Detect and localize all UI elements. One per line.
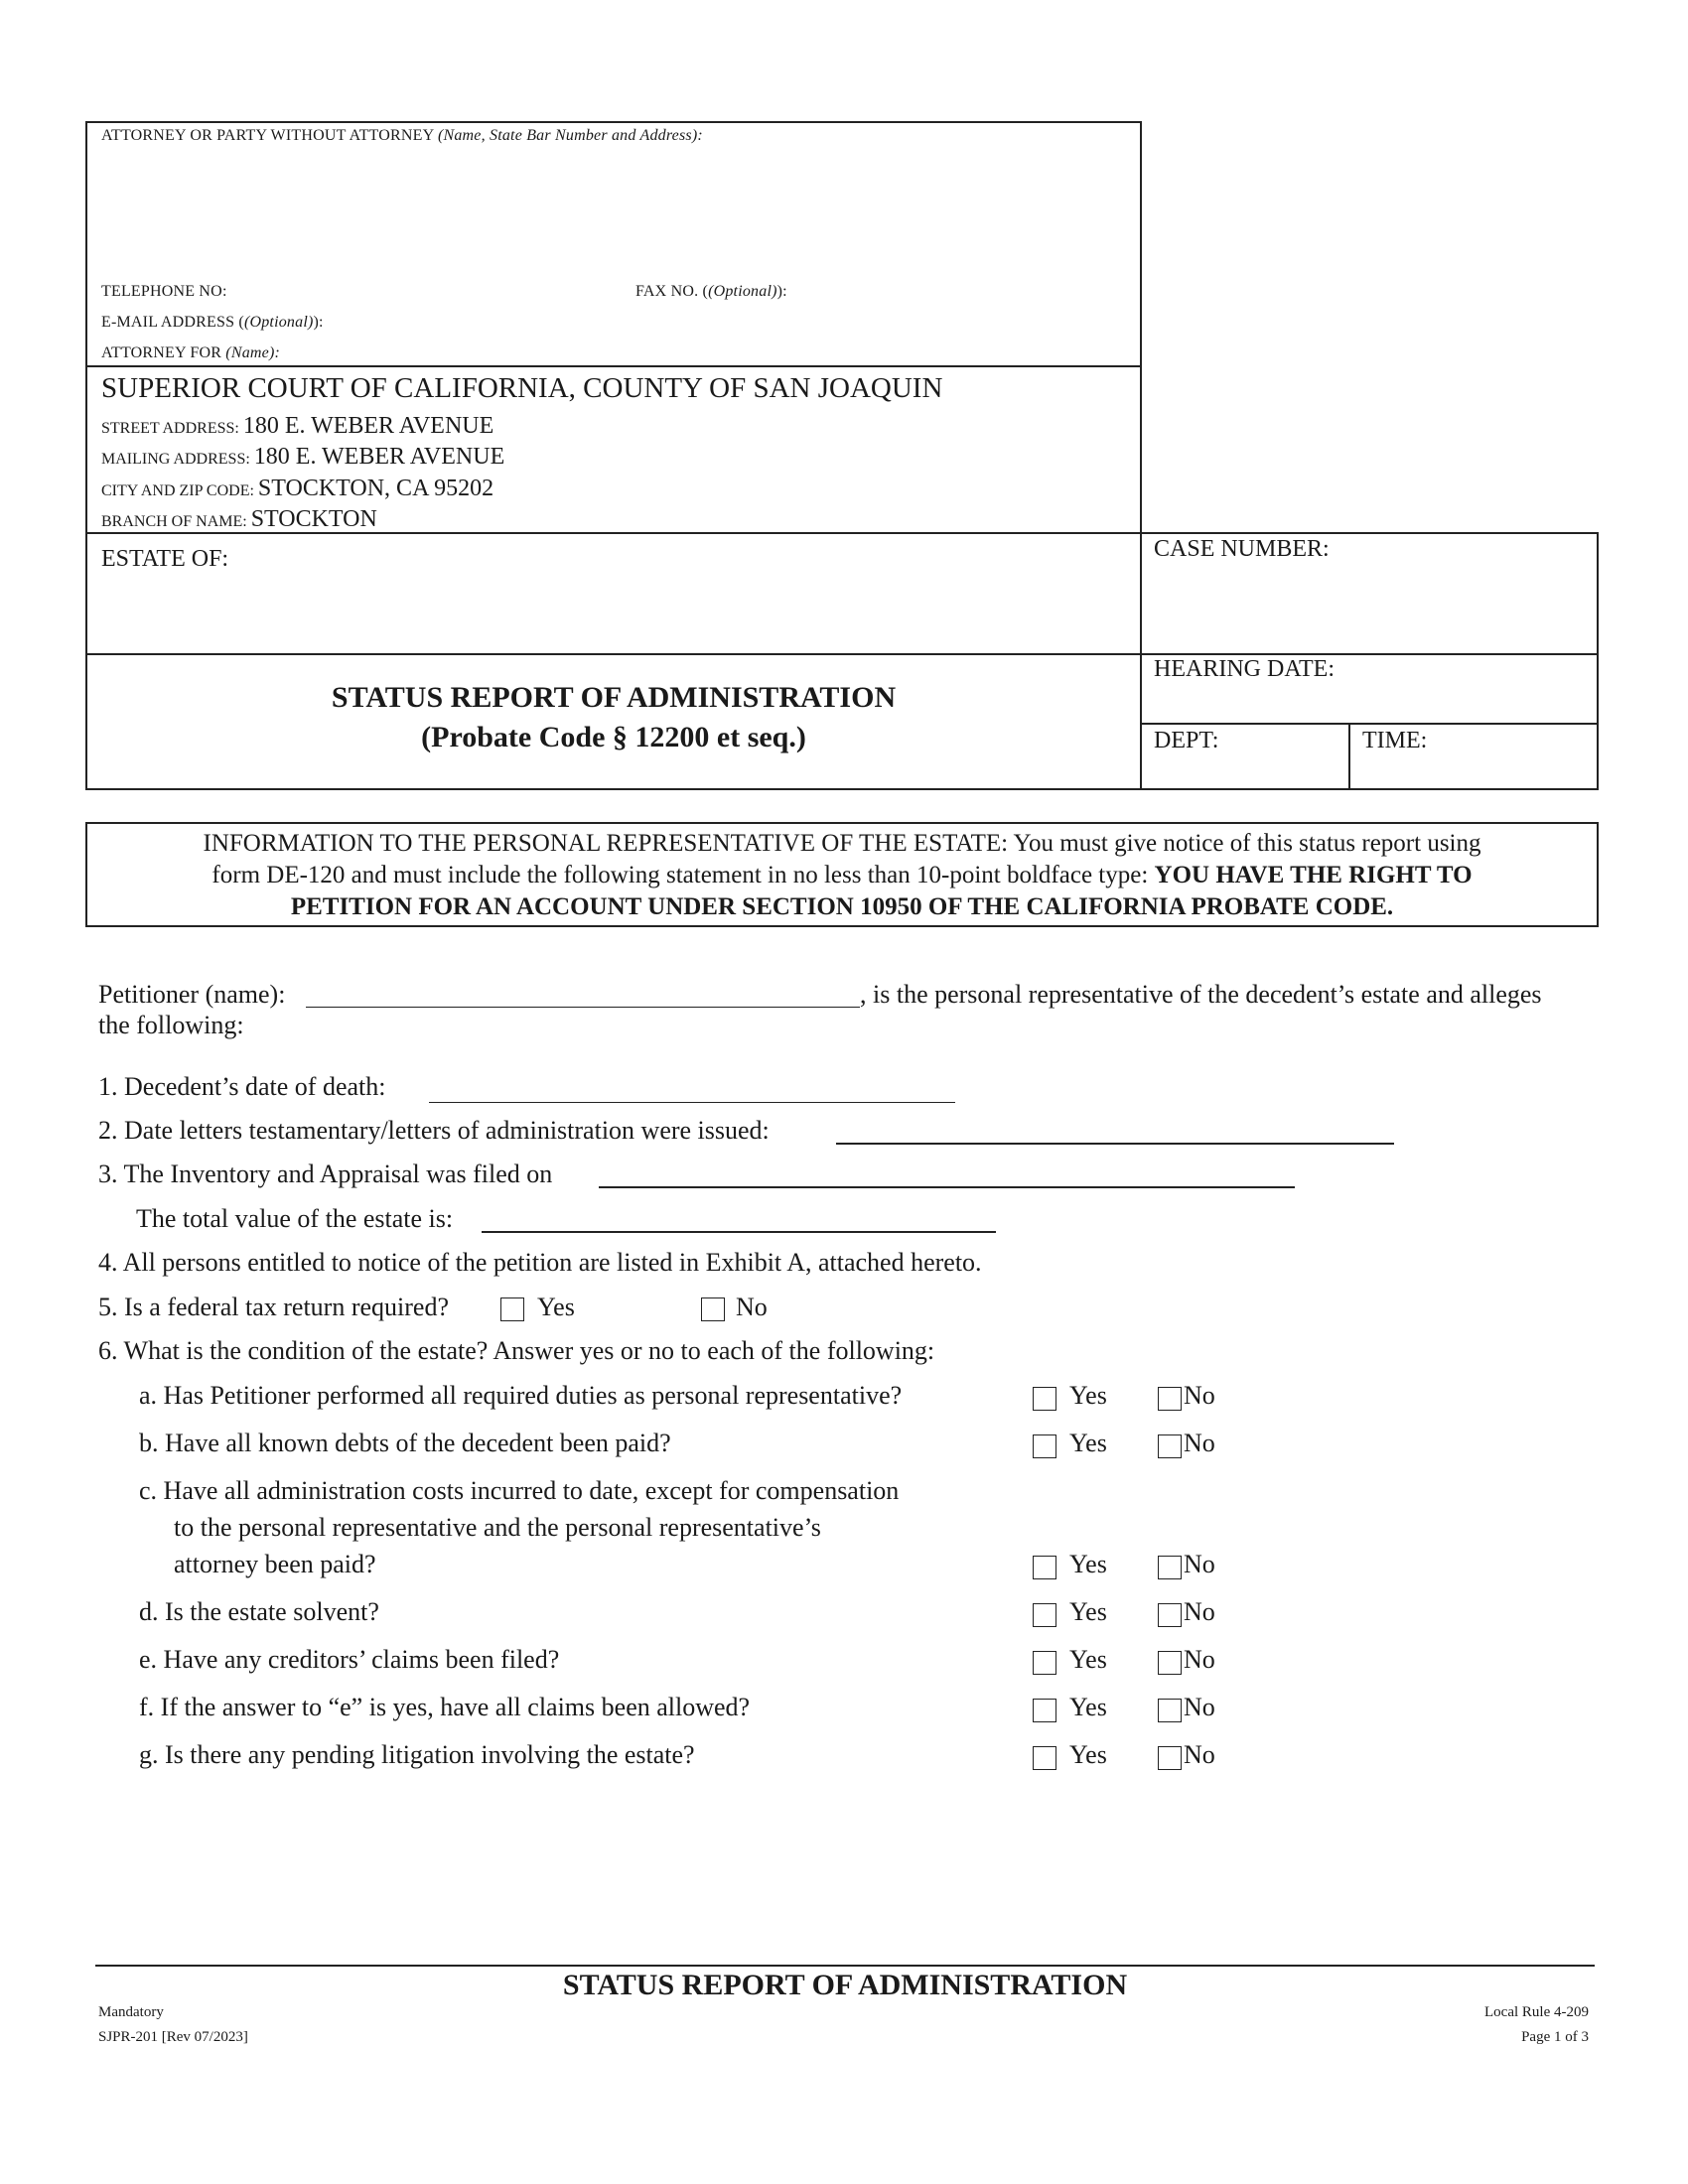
question-text: g. Is there any pending litigation involving the estate? [139,1740,695,1769]
question-d-no-label: No [1184,1597,1215,1626]
question-f-yes-checkbox[interactable] [1033,1699,1056,1722]
petitioner-label: Petitioner (name): [98,980,286,1009]
item-4-label: 4. All persons entitled to notice of the petition are listed in Exhibit A, attached hereto. [98,1248,982,1277]
question-a-no-label: No [1184,1381,1215,1410]
tax-return-yes-label: Yes [537,1293,575,1321]
question-text: e. Have any creditors’ claims been filed? [139,1645,560,1674]
attorney-for-label: ATTORNEY FOR (Name): [101,344,281,361]
footer-title: STATUS REPORT OF ADMINISTRATION [562,1969,1128,2001]
question-c-yes-label: Yes [1069,1550,1107,1578]
notice-text: INFORMATION TO THE PERSONAL REPRESENTATIVE OF THE ESTATE: You must give notice of this status report using form DE-120 and must include the following statement in no less than 10-point boldface type: YOU HAVE THE RIGHT TO PETITION FOR AN ACCOUNT UNDER SECTION 10950 OF THE CALIFORNIA PROBATE CODE. [203,830,1481,920]
court-street: STREET ADDRESS: 180 E. WEBER AVENUE [101,413,494,439]
form-title: STATUS REPORT OF ADMINISTRATION (Probate Code § 12200 et seq.) [331,681,897,753]
footer-page: Page 1 of 3 [1521,2029,1589,2045]
question-text: f. If the answer to “e” is yes, have all claims been allowed? [139,1693,751,1721]
question-f-yes-label: Yes [1069,1693,1107,1721]
footer-mandatory: Mandatory [98,2004,164,2020]
question-c-no-checkbox[interactable] [1158,1556,1182,1579]
item-6-label: 6. What is the condition of the estate? Answer yes or no to each of the following: [98,1336,935,1365]
item-5-label: 5. Is a federal tax return required? [98,1293,449,1321]
question-g-yes-label: Yes [1069,1740,1107,1769]
petitioner-line2: the following: [98,1011,244,1039]
footer-local-rule: Local Rule 4-209 [1484,2004,1589,2020]
question-g-yes-checkbox[interactable] [1033,1746,1056,1770]
date-of-death-field[interactable] [429,1102,955,1103]
question-b-no-checkbox[interactable] [1158,1434,1182,1458]
court-branch: BRANCH OF NAME: STOCKTON [101,506,377,532]
case-number-label: CASE NUMBER: [1154,536,1330,562]
item-1-label: 1. Decedent’s date of death: [98,1072,386,1101]
question-a-no-checkbox[interactable] [1158,1387,1182,1411]
footer-divider [95,1965,1595,1967]
court-city: CITY AND ZIP CODE: STOCKTON, CA 95202 [101,476,494,501]
question-text: c. Have all administration costs incurred to date, except for compensation [139,1476,900,1505]
question-g-no-label: No [1184,1740,1215,1769]
footer-form-id: SJPR-201 [Rev 07/2023] [98,2029,248,2045]
question-f-no-label: No [1184,1693,1215,1721]
tax-return-no-label: No [736,1293,768,1321]
question-f-no-checkbox[interactable] [1158,1699,1182,1722]
item-3-label: 3. The Inventory and Appraisal was filed on [98,1160,553,1188]
fax-label: FAX NO. ((Optional)): [635,283,787,300]
question-e-no-label: No [1184,1645,1215,1674]
question-g-no-checkbox[interactable] [1158,1746,1182,1770]
question-d-yes-label: Yes [1069,1597,1107,1626]
question-b-no-label: No [1184,1429,1215,1457]
time-label: TIME: [1362,728,1428,753]
telephone-label: TELEPHONE NO: [101,283,227,300]
dept-label: DEPT: [1154,728,1219,753]
attorney-label: ATTORNEY OR PARTY WITHOUT ATTORNEY (Name, State Bar Number and Address): [101,127,703,144]
question-e-yes-label: Yes [1069,1645,1107,1674]
letters-issued-date-field[interactable] [836,1143,1394,1145]
petitioner-name-field[interactable] [306,1007,860,1008]
question-text: a. Has Petitioner performed all required duties as personal representative? [139,1381,903,1410]
inventory-filed-date-field[interactable] [599,1186,1295,1188]
estate-total-value-field[interactable] [482,1231,996,1233]
hearing-date-label: HEARING DATE: [1154,656,1335,682]
question-text-cont: to the personal representative and the personal representative’s [174,1513,821,1542]
question-d-no-checkbox[interactable] [1158,1603,1182,1627]
question-e-no-checkbox[interactable] [1158,1651,1182,1675]
estate-label: ESTATE OF: [101,546,229,572]
question-a-yes-checkbox[interactable] [1033,1387,1056,1411]
court-name: SUPERIOR COURT OF CALIFORNIA, COUNTY OF SAN JOAQUIN [101,372,943,404]
question-text: d. Is the estate solvent? [139,1597,379,1626]
question-text-cont: attorney been paid? [174,1550,376,1578]
item-2-label: 2. Date letters testamentary/letters of administration were issued: [98,1116,770,1145]
question-b-yes-checkbox[interactable] [1033,1434,1056,1458]
question-d-yes-checkbox[interactable] [1033,1603,1056,1627]
question-c-no-label: No [1184,1550,1215,1578]
tax-return-no-checkbox[interactable] [701,1297,725,1321]
question-text: b. Have all known debts of the decedent been paid? [139,1429,671,1457]
question-e-yes-checkbox[interactable] [1033,1651,1056,1675]
court-mailing: MAILING ADDRESS: 180 E. WEBER AVENUE [101,444,505,470]
estate-box [85,532,1142,655]
question-b-yes-label: Yes [1069,1429,1107,1457]
petitioner-suffix: , is the personal representative of the decedent’s estate and alleges [860,980,1542,1009]
tax-return-yes-checkbox[interactable] [500,1297,524,1321]
item-3b-label: The total value of the estate is: [136,1204,454,1233]
question-a-yes-label: Yes [1069,1381,1107,1410]
question-c-yes-checkbox[interactable] [1033,1556,1056,1579]
email-label: E-MAIL ADDRESS ((Optional)): [101,314,324,331]
